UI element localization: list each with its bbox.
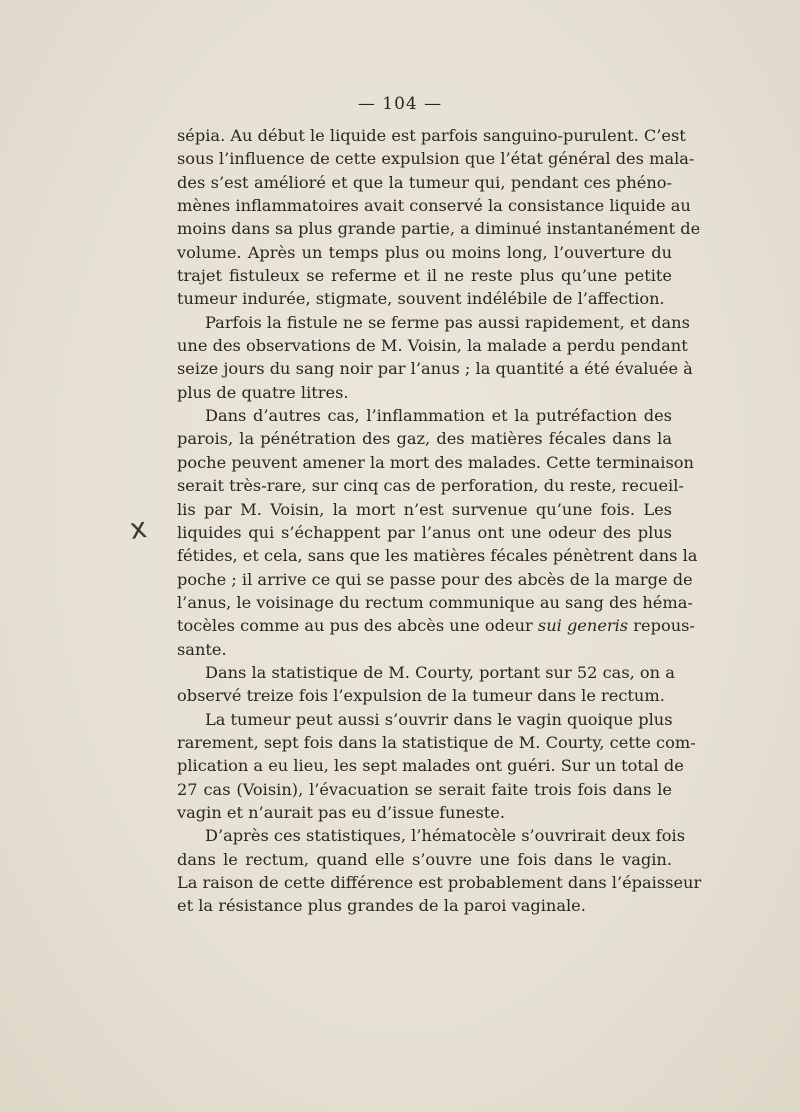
text-line: une des observations de M. Voisin, la malade a perdu pendant	[177, 336, 688, 356]
text-line: moins dans sa plus grande partie, a diminué instantanément de	[177, 219, 701, 239]
body-text	[177, 124, 702, 918]
text-line: poche peuvent amener la mort des malades. Cette terminaison	[177, 452, 694, 472]
text-line: La tumeur peut aussi s’ouvrir dans le vagin quoique plus	[205, 709, 673, 729]
text-line: liquides qui s’échappent par l’anus ont une odeur des plus	[177, 522, 672, 542]
text-line: des s’est amélioré et que la tumeur qui, pendant ces phéno-	[177, 172, 672, 192]
text-span: tocèles comme au pus des abcès une odeur	[177, 616, 538, 636]
text-line: parois, la pénétration des gaz, des matières fécales dans la	[177, 429, 672, 449]
text-span: repous-	[628, 616, 695, 636]
text-line: poche ; il arrive ce qui se passe pour des abcès de la marge de	[177, 569, 693, 589]
text-line: lis par M. Voisin, la mort n’est survenue qu’une fois. Les	[177, 499, 672, 519]
page-number: — 104 —	[357, 94, 443, 114]
text-line: serait très-rare, sur cinq cas de perforation, du reste, recueil-	[177, 476, 684, 496]
text-line: La raison de cette différence est probablement dans l’épaisseur	[177, 873, 702, 892]
text-line: sépia. Au début le liquide est parfois sanguino-purulent. C’est	[177, 126, 686, 145]
margin-annotation: x	[127, 511, 149, 546]
text-line: plus de quatre litres.	[177, 382, 349, 402]
text-line: l’anus, le voisinage du rectum communique au sang des héma-	[177, 592, 693, 612]
text-line: Parfois la fistule ne se ferme pas aussi rapidement, et dans	[205, 312, 690, 332]
text-line: 27 cas (Voisin), l’évacuation se serait faite trois fois dans le	[177, 779, 672, 799]
text-line: sante.	[177, 639, 227, 659]
text-line: mènes inflammatoires avait conservé la consistance liquide au	[177, 196, 691, 216]
text-line: rarement, sept fois dans la statistique de M. Courty, cette com-	[177, 732, 696, 752]
text-line: observé treize fois l’expulsion de la tumeur dans le rectum.	[177, 686, 665, 706]
italic-term: sui generis	[537, 616, 629, 636]
text-line: tumeur indurée, stigmate, souvent indélébile de l’affection.	[177, 289, 665, 309]
text-line: dans le rectum, quand elle s’ouvre une fois dans le vagin.	[177, 849, 672, 869]
text-line: plication a eu lieu, les sept malades ont guéri. Sur un total de	[177, 756, 684, 776]
text-line: vagin et n’aurait pas eu d’issue funeste.	[177, 802, 506, 822]
text-line: et la résistance plus grandes de la paroi vaginale.	[177, 896, 586, 916]
text-line: volume. Après un temps plus ou moins long, l’ouverture du	[177, 242, 672, 262]
text-line: fétides, et cela, sans que les matières fécales pénètrent dans la	[177, 546, 698, 566]
text-line: sous l’influence de cette expulsion que l’état général des mala-	[177, 149, 695, 169]
text-line: Dans d’autres cas, l’inflammation et la putréfaction des	[205, 406, 672, 426]
text-line: Dans la statistique de M. Courty, portant sur 52 cas, on a	[205, 662, 675, 682]
text-line: trajet fistuleux se referme et il ne reste plus qu’une petite	[177, 266, 672, 286]
text-line: seize jours du sang noir par l’anus ; la quantité a été évaluée à	[177, 359, 693, 379]
text-line	[177, 614, 695, 637]
text-line: D’après ces statistiques, l’hématocèle s’ouvrirait deux fois	[205, 826, 685, 846]
